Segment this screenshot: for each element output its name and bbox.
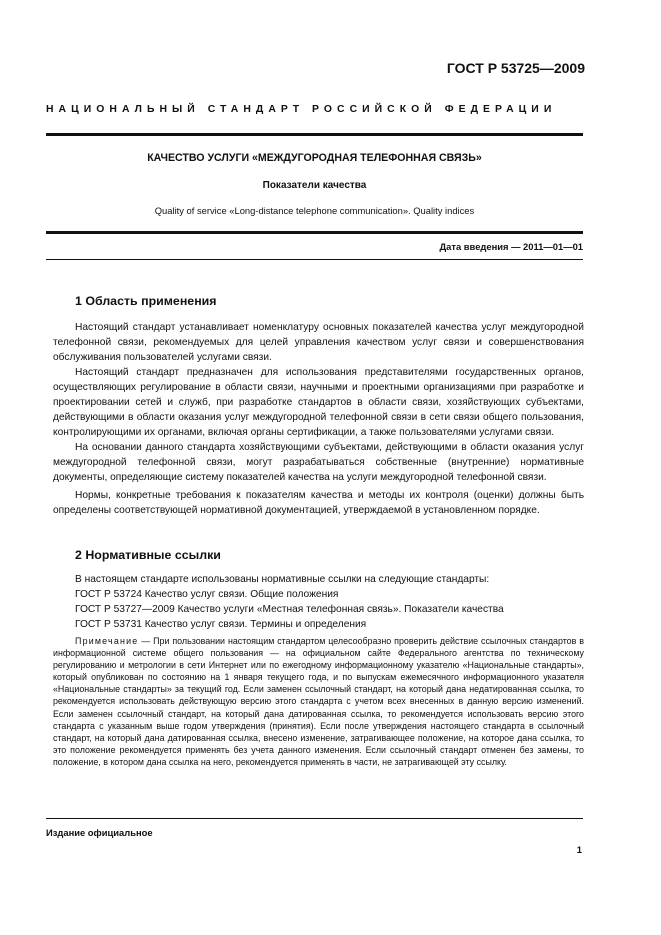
edition-label: Издание официальное <box>46 827 153 838</box>
date-rule <box>46 259 583 260</box>
reference-item: ГОСТ Р 53731 Качество услуг связи. Термины и определения <box>75 619 367 630</box>
introduction-date: Дата введения — 2011—01—01 <box>439 241 583 252</box>
references-note <box>53 635 584 768</box>
note-text: — При пользовании настоящим стандартом целесообразно проверить действие ссылочных стандартов в информационной системе общего пользования — на официальном сайте Федерального агентства по техническому регулированию и метрологии в сети Интернет или по ежегодному информационному указателю «Национальные стандарты», который опубликован по состоянию на 1 января текущего года, и по выпускам ежемесячного информационного указателя «Национальные стандарты» за текущий год. Если заменен ссылочный стандарт, на который дана недатированная ссылка, то рекомендуется использовать действующую версию этого стандарта с учетом всех внесенных в данную версию изменений. Если заменен ссылочный стандарт, на который дана датированная ссылка, то рекомендуется использовать версию этого стандарта с указанным выше годом утверждения (принятия). Если после утверждения настоящего стандарта в ссылочный стандарт, на который дана датированная ссылка, внесено изменение, затрагивающее положение, на которое дана ссылка, то это положение рекомендуется применять без учета данного изменения. Если ссылочный стандарт отменен без замены, то положение, в котором дана ссылка на него, рекомендуется применять в части, не затрагивающей эту ссылку. <box>53 636 584 767</box>
section-2-heading: 2 Нормативные ссылки <box>75 548 221 562</box>
reference-item: ГОСТ Р 53727—2009 Качество услуги «Местная телефонная связь». Показатели качества <box>75 604 504 615</box>
document-subtitle: Показатели качества <box>262 180 367 191</box>
reference-item: ГОСТ Р 53724 Качество услуг связи. Общие положения <box>75 589 339 600</box>
standard-number: ГОСТ Р 53725—2009 <box>446 60 585 76</box>
header-rule <box>46 133 583 136</box>
section-1-paragraph: Настоящий стандарт устанавливает номенклатуру основных показателей качества услуг междугородной телефонной связи, рекомендуемых для целей управления качеством услуг связи и совершенствования обслуживания пользователей услугами связи. <box>53 322 584 364</box>
references-intro: В настоящем стандарте использованы нормативные ссылки на следующие стандарты: <box>75 574 490 585</box>
page-number: 1 <box>576 844 582 855</box>
title-rule <box>46 231 583 234</box>
document-title: КАЧЕСТВО УСЛУГИ «МЕЖДУГОРОДНАЯ ТЕЛЕФОННАЯ СВЯЗЬ» <box>147 152 482 164</box>
note-label: Примечание <box>75 636 139 646</box>
section-1-paragraph: Настоящий стандарт предназначен для использования представителями государственных органов, осуществляющих регулирование в области связи, научными и проектными организациями при разработке и проектировании сетей и служб, при разработке стандартов в области связи, хозяйствующих субъектами, действующими в области оказания услуг междугородной телефонной связи в сети связи общего пользования, контролирующими их органами, включая органы сертификации, а также пользователями услугами связи. <box>53 367 584 439</box>
english-title: Quality of service «Long-distance telephone communication». Quality indices <box>154 205 475 216</box>
section-1-paragraph: Нормы, конкретные требования к показателям качества и методы их контроля (оценки) должны быть определены соответствующей нормативной документацией, утверждаемой в установленном порядке. <box>53 490 584 517</box>
section-1-heading: 1 Область применения <box>75 294 217 308</box>
footer-rule <box>46 818 583 819</box>
section-1-paragraph: На основании данного стандарта хозяйствующими субъектами, действующими в области оказания услуг междугородной телефонной связи, могут разрабатываться собственные (внутренние) нормативные документы, определяющие систему показателей качества на услуги междугородной телефонной связи. <box>53 442 584 484</box>
national-standard-banner: НАЦИОНАЛЬНЫЙ СТАНДАРТ РОССИЙСКОЙ ФЕДЕРАЦИИ <box>46 104 557 115</box>
